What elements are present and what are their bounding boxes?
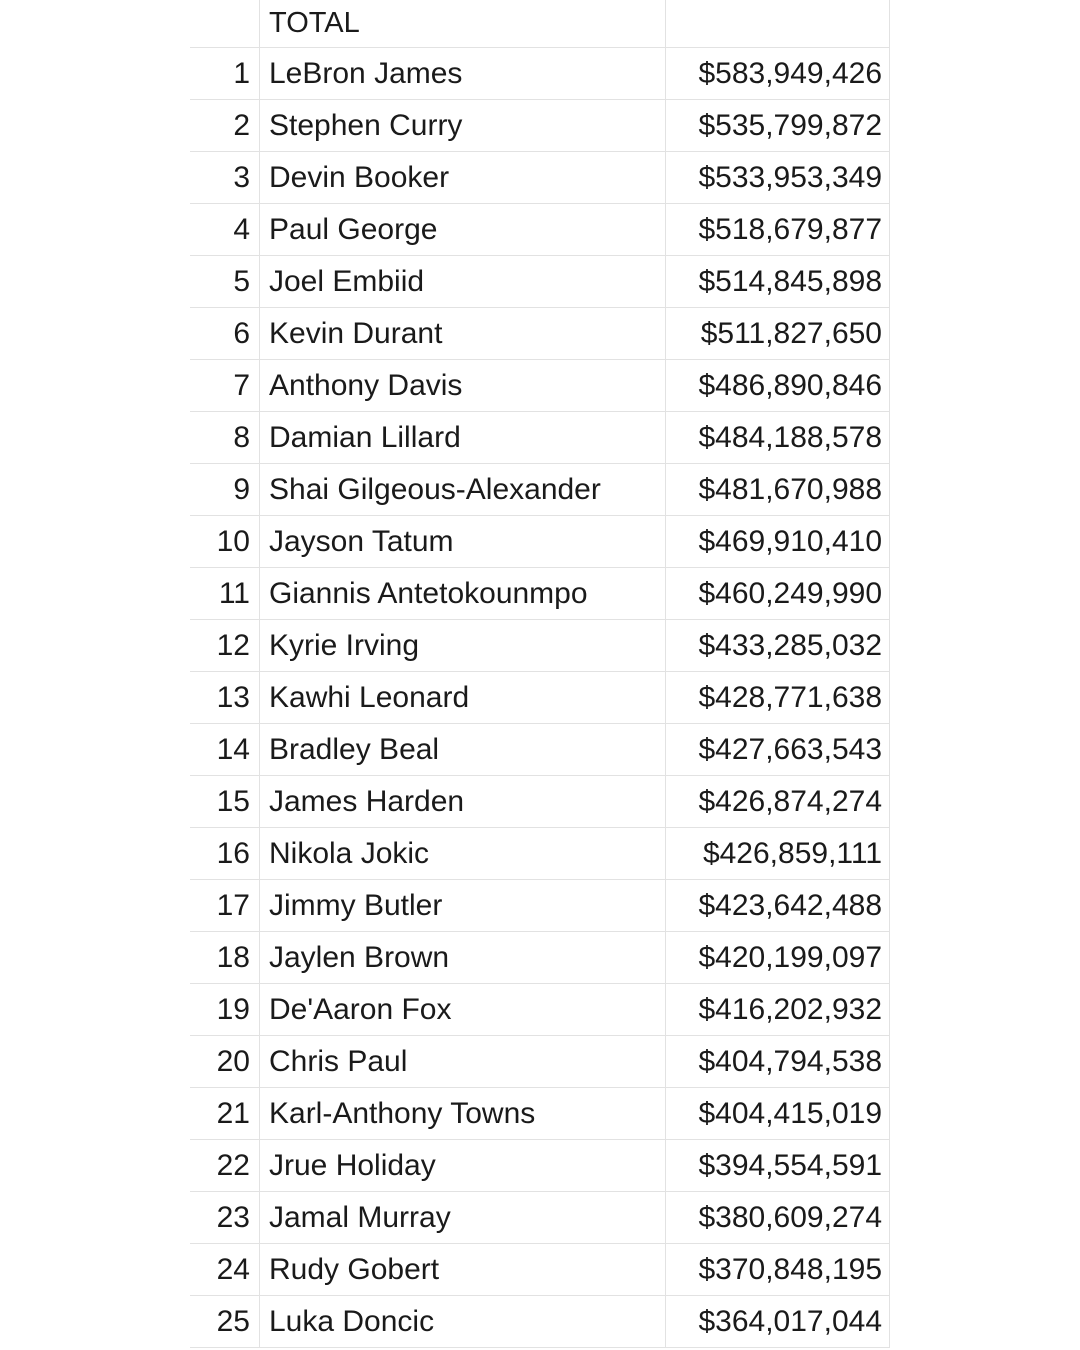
- rank-cell[interactable]: 21: [190, 1088, 260, 1139]
- header-row: [190, 0, 889, 48]
- rank-cell[interactable]: 15: [190, 776, 260, 827]
- player-name-cell[interactable]: Anthony Davis: [260, 360, 666, 411]
- total-earnings-cell[interactable]: $404,415,019: [698, 1096, 882, 1130]
- table-row: [190, 672, 889, 724]
- rank-cell[interactable]: 4: [190, 204, 260, 255]
- rank-cell[interactable]: 10: [190, 516, 260, 567]
- player-name-cell[interactable]: De'Aaron Fox: [260, 984, 666, 1035]
- rank-cell[interactable]: 8: [190, 412, 260, 463]
- rank-cell[interactable]: 22: [190, 1140, 260, 1191]
- player-name-cell[interactable]: Jayson Tatum: [260, 516, 666, 567]
- table-row: [190, 1244, 889, 1296]
- total-earnings-cell[interactable]: $583,949,426: [698, 56, 882, 90]
- table-row: [190, 464, 889, 516]
- table-row: [190, 256, 889, 308]
- rank-cell[interactable]: 6: [190, 308, 260, 359]
- player-name-cell[interactable]: Kawhi Leonard: [260, 672, 666, 723]
- player-name-cell[interactable]: Joel Embiid: [260, 256, 666, 307]
- rank-cell[interactable]: 20: [190, 1036, 260, 1087]
- total-earnings-cell[interactable]: $481,670,988: [698, 472, 882, 506]
- rank-cell[interactable]: 24: [190, 1244, 260, 1295]
- table-row: [190, 932, 889, 984]
- total-earnings-cell[interactable]: $423,642,488: [698, 888, 882, 922]
- rank-cell[interactable]: 11: [190, 568, 260, 619]
- table-row: [190, 984, 889, 1036]
- header-total-cell[interactable]: [666, 0, 888, 47]
- header-name-cell[interactable]: TOTAL: [260, 0, 666, 47]
- rank-cell[interactable]: 19: [190, 984, 260, 1035]
- total-earnings-cell[interactable]: $370,848,195: [698, 1252, 882, 1286]
- player-name-cell[interactable]: LeBron James: [260, 48, 666, 99]
- total-earnings-cell[interactable]: $404,794,538: [698, 1044, 882, 1078]
- rank-cell[interactable]: 9: [190, 464, 260, 515]
- table-row: [190, 568, 889, 620]
- player-name-cell[interactable]: Luka Doncic: [260, 1296, 666, 1347]
- player-name-cell[interactable]: Shai Gilgeous-Alexander: [260, 464, 666, 515]
- table-row: [190, 1140, 889, 1192]
- player-name-cell[interactable]: Chris Paul: [260, 1036, 666, 1087]
- player-name-cell[interactable]: Devin Booker: [260, 152, 666, 203]
- rank-cell[interactable]: 2: [190, 100, 260, 151]
- rank-cell[interactable]: 16: [190, 828, 260, 879]
- spreadsheet-table: [190, 0, 890, 1348]
- table-row: [190, 1088, 889, 1140]
- rank-cell[interactable]: 5: [190, 256, 260, 307]
- player-name-cell[interactable]: Rudy Gobert: [260, 1244, 666, 1295]
- rank-cell[interactable]: 13: [190, 672, 260, 723]
- player-name-cell[interactable]: Kyrie Irving: [260, 620, 666, 671]
- table-row: [190, 152, 889, 204]
- table-row: [190, 204, 889, 256]
- table-row: [190, 412, 889, 464]
- player-name-cell[interactable]: Stephen Curry: [260, 100, 666, 151]
- player-name-cell[interactable]: Kevin Durant: [260, 308, 666, 359]
- header-rank-cell[interactable]: [190, 0, 260, 47]
- total-earnings-cell[interactable]: $420,199,097: [698, 940, 882, 974]
- total-earnings-cell[interactable]: $426,874,274: [698, 784, 882, 818]
- player-name-cell[interactable]: Damian Lillard: [260, 412, 666, 463]
- table-row: [190, 1192, 889, 1244]
- rank-cell[interactable]: 7: [190, 360, 260, 411]
- player-name-cell[interactable]: Paul George: [260, 204, 666, 255]
- total-earnings-cell[interactable]: $484,188,578: [698, 420, 882, 454]
- total-earnings-cell[interactable]: $427,663,543: [698, 732, 882, 766]
- total-earnings-cell[interactable]: $486,890,846: [698, 368, 882, 402]
- rank-cell[interactable]: 12: [190, 620, 260, 671]
- player-name-cell[interactable]: Jamal Murray: [260, 1192, 666, 1243]
- player-name-cell[interactable]: Giannis Antetokounmpo: [260, 568, 666, 619]
- table-row: [190, 48, 889, 100]
- player-name-cell[interactable]: James Harden: [260, 776, 666, 827]
- player-name-cell[interactable]: Nikola Jokic: [260, 828, 666, 879]
- total-earnings-cell[interactable]: $514,845,898: [698, 264, 882, 298]
- table-row: [190, 828, 889, 880]
- total-earnings-cell[interactable]: $469,910,410: [698, 524, 882, 558]
- total-earnings-cell[interactable]: $380,609,274: [698, 1200, 882, 1234]
- table-row: [190, 308, 889, 360]
- table-row: [190, 880, 889, 932]
- total-earnings-cell[interactable]: $433,285,032: [698, 628, 882, 662]
- total-earnings-cell[interactable]: $394,554,591: [698, 1148, 882, 1182]
- rank-cell[interactable]: 14: [190, 724, 260, 775]
- total-earnings-cell[interactable]: $426,859,111: [702, 836, 882, 870]
- table-row: [190, 724, 889, 776]
- total-earnings-cell[interactable]: $364,017,044: [698, 1304, 882, 1338]
- table-row: [190, 1296, 889, 1348]
- rank-cell[interactable]: 25: [190, 1296, 260, 1347]
- total-earnings-cell[interactable]: $416,202,932: [698, 992, 882, 1026]
- total-earnings-cell[interactable]: $460,249,990: [698, 576, 882, 610]
- table-row: [190, 620, 889, 672]
- rank-cell[interactable]: 18: [190, 932, 260, 983]
- table-row: [190, 776, 889, 828]
- player-name-cell[interactable]: Karl-Anthony Towns: [260, 1088, 666, 1139]
- table-row: [190, 360, 889, 412]
- total-earnings-cell[interactable]: $428,771,638: [698, 680, 882, 714]
- player-name-cell[interactable]: Jrue Holiday: [260, 1140, 666, 1191]
- table-row: [190, 1036, 889, 1088]
- table-row: [190, 100, 889, 152]
- rank-cell[interactable]: 1: [190, 48, 260, 99]
- total-earnings-cell[interactable]: $535,799,872: [698, 108, 882, 142]
- rank-cell[interactable]: 17: [190, 880, 260, 931]
- table-row: [190, 516, 889, 568]
- player-name-cell[interactable]: Bradley Beal: [260, 724, 666, 775]
- rank-cell[interactable]: 23: [190, 1192, 260, 1243]
- rank-cell[interactable]: 3: [190, 152, 260, 203]
- table-body: [190, 48, 889, 1348]
- player-name-cell[interactable]: Jimmy Butler: [260, 880, 666, 931]
- player-name-cell[interactable]: Jaylen Brown: [260, 932, 666, 983]
- total-earnings-cell[interactable]: $518,679,877: [698, 212, 882, 246]
- total-earnings-cell[interactable]: $511,827,650: [700, 316, 882, 350]
- total-earnings-cell[interactable]: $533,953,349: [698, 160, 882, 194]
